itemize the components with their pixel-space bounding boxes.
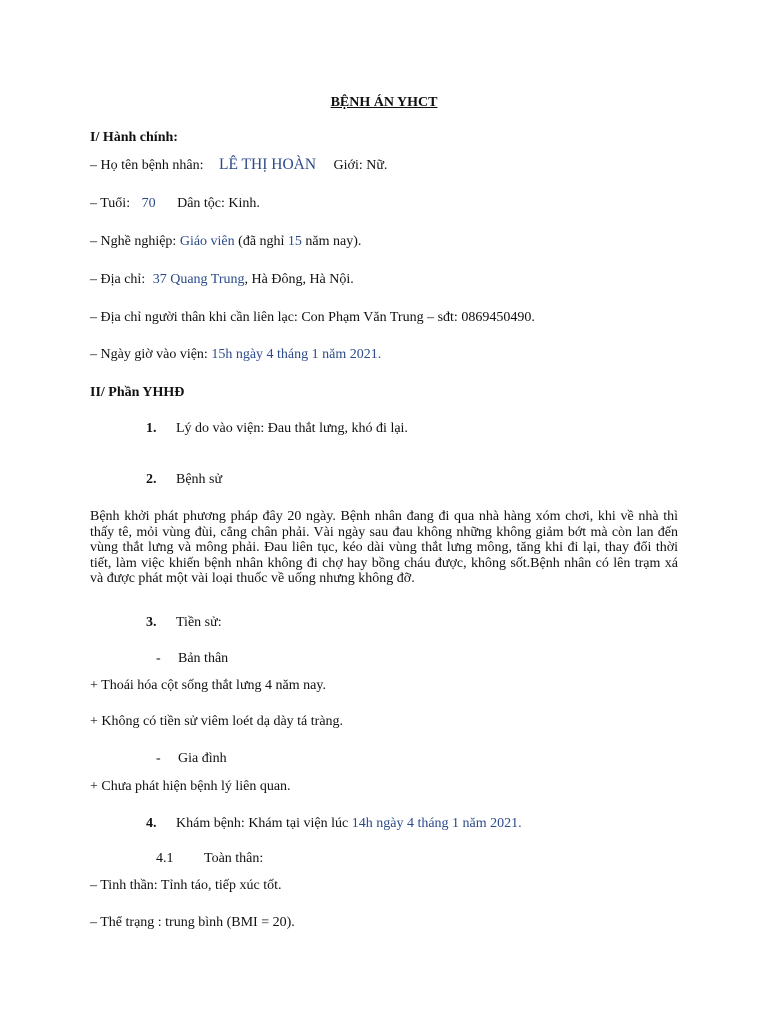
physique-line: – Thể trạng : trung bình (BMI = 20). (90, 915, 295, 930)
admission-time-label: – Ngày giờ vào viện: (90, 347, 208, 362)
item-4-value: 14h ngày 4 tháng 1 năm 2021. (351, 816, 522, 831)
item-2-line (146, 471, 222, 488)
self-history-item-2: + Không có tiền sử viêm loét dạ dày tá tràng. (90, 714, 344, 729)
patient-address-line (90, 271, 354, 288)
self-history-subheading (156, 650, 228, 667)
item-4-number: 4. (146, 816, 157, 831)
item-1-number: 1. (146, 421, 157, 436)
patient-name-line (90, 156, 387, 174)
patient-job-note-a: (đã nghỉ (238, 234, 285, 249)
patient-address-value: 37 Quang Trung (152, 272, 245, 287)
item-1-text: Lý do vào viện: Đau thắt lưng, khó đi lại. (176, 421, 408, 436)
admission-time-value: 15h ngày 4 tháng 1 năm 2021. (211, 347, 382, 362)
patient-job-label: – Nghề nghiệp: (90, 234, 177, 249)
patient-gender: Giới: Nữ. (333, 158, 388, 173)
patient-job-line (90, 233, 361, 250)
patient-job-value: Giáo viên (179, 234, 235, 249)
spirit-line: – Tinh thần: Tỉnh táo, tiếp xúc tốt. (90, 878, 282, 893)
item-4-line (146, 815, 522, 832)
patient-address-label: – Địa chỉ: (90, 272, 146, 287)
item-2-text: Bệnh sử (176, 472, 223, 487)
patient-address-rest: , Hà Đông, Hà Nội. (244, 272, 354, 287)
patient-age-line (90, 195, 260, 212)
section-heading-admin: I/ Hành chính: (90, 130, 178, 145)
item-1-line (146, 420, 408, 437)
family-history-subheading (156, 750, 227, 767)
family-history-dash: - (156, 751, 161, 766)
item-4-label: Khám bệnh: Khám tại viện lúc (176, 816, 349, 831)
item-3-text: Tiền sử: (176, 615, 222, 630)
sub-4-1-text: Toàn thân: (204, 851, 264, 866)
patient-name-value: LÊ THỊ HOÀN (219, 156, 317, 173)
self-history-dash: - (156, 651, 161, 666)
document-title: BỆNH ÁN YHCT (330, 95, 438, 110)
family-history-item-1: + Chưa phát hiện bệnh lý liên quan. (90, 779, 291, 794)
patient-job-note-b: năm nay). (305, 234, 362, 249)
history-paragraph-text: Bệnh khởi phát phương pháp đây 20 ngày. Bệnh nhân đang đi qua nhà hàng xóm chơi, khi về nhà thì thấy tê, mỏi vùng đùi, cẳng chân phải. Vài ngày sau đau không những không giảm bớt mà còn lan đến vùng thắt lưng và mông phải. Đau liên tục, kéo dài vùng thắt lưng mông, tăng khi đi lại, thay đổi thời tiết, làm việc khiến bệnh nhân không đi chợ hay bồng cháu được, không sốt.Bệnh nhân có lên trạm xá và được phát một vài loại thuốc về uống nhưng không đỡ. (90, 509, 678, 586)
item-2-number: 2. (146, 472, 157, 487)
patient-age-label: – Tuổi: (90, 196, 131, 211)
item-3-line (146, 614, 222, 631)
family-history-label: Gia đình (178, 751, 227, 766)
section-heading-modern: II/ Phần YHHĐ (90, 385, 185, 400)
relative-contact-line: – Địa chỉ người thân khi cần liên lạc: Con Phạm Văn Trung – sđt: 0869450490. (90, 310, 535, 325)
admission-time-line (90, 346, 381, 363)
patient-ethnic: Dân tộc: Kinh. (177, 196, 260, 211)
patient-age-value: 70 (141, 196, 156, 211)
patient-name-label: – Họ tên bệnh nhân: (90, 158, 204, 173)
sub-4-1-number: 4.1 (156, 851, 174, 866)
item-3-number: 3. (146, 615, 157, 630)
patient-job-years: 15 (287, 234, 302, 249)
self-history-label: Bản thân (178, 651, 229, 666)
sub-4-1-line (156, 850, 263, 867)
self-history-item-1: + Thoái hóa cột sống thắt lưng 4 năm nay. (90, 678, 326, 693)
history-paragraph (90, 509, 678, 587)
